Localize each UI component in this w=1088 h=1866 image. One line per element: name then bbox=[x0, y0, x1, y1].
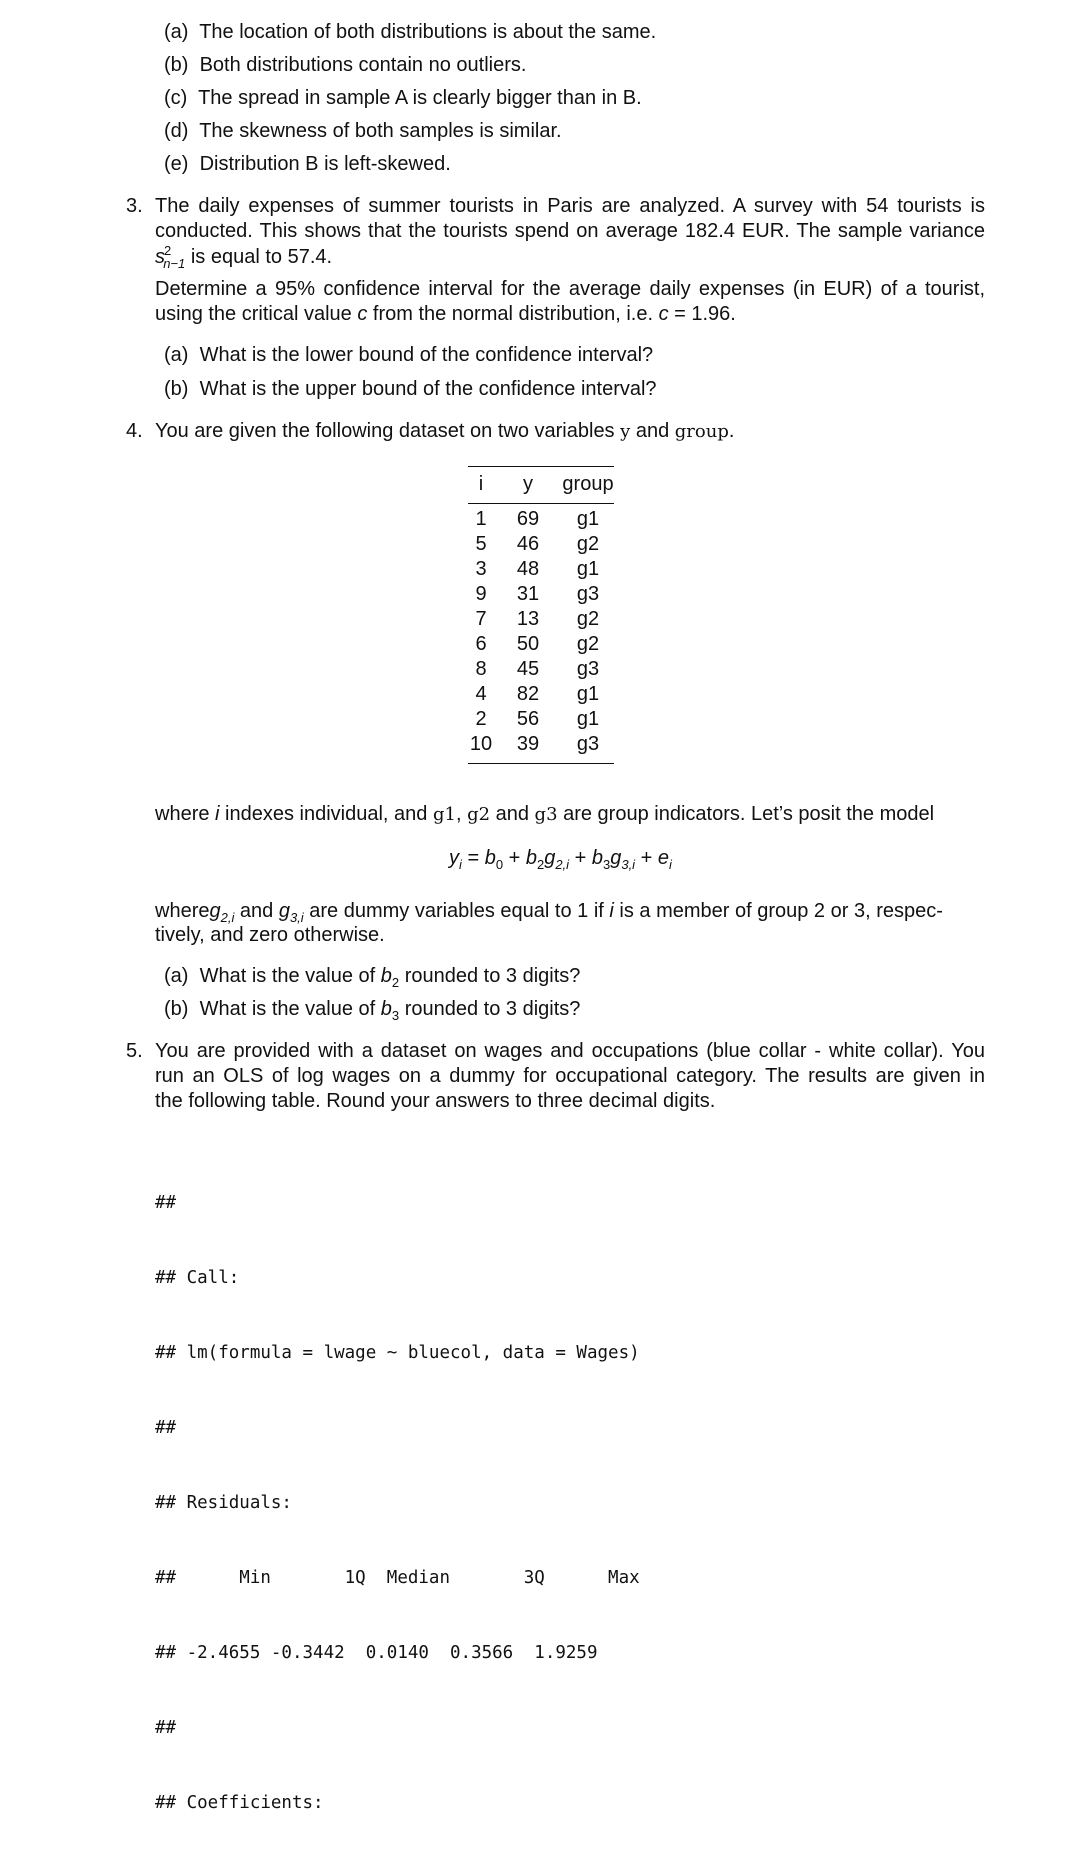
q4-number: 4. bbox=[126, 420, 143, 442]
q4-intro: You are given the following dataset on two variables y and group. bbox=[155, 420, 735, 442]
q4-option-b: (b) What is the value of $b_3$ rounded to 3 digits? bbox=[164, 998, 581, 1023]
option-text: The spread in sample A is clearly bigger than in B. bbox=[198, 87, 642, 109]
code-line: ## -2.4655 -0.3442 0.0140 0.3566 1.9259 bbox=[155, 1643, 598, 1663]
code-line: ## lm(formula = lwage ~ bluecol, data = Wages) bbox=[155, 1343, 640, 1363]
code-line: ## bbox=[155, 1418, 177, 1438]
q4-dummy-line-1: whereg$_{2,i}$ and $g_{3,i}$ are dummy variables equal to 1 if i is a member of group 2 or 3, respec- bbox=[155, 900, 943, 925]
sample-variance-symbol: $s^2_{n-1}$ bbox=[155, 243, 186, 271]
table-row: 8 45 g3 bbox=[475, 658, 600, 680]
column-header-y: y bbox=[523, 473, 533, 495]
table-row: 9 31 g3 bbox=[475, 583, 600, 605]
q5-line-1: You are provided with a dataset on wages and occupations (blue collar - white collar). You bbox=[155, 1040, 985, 1062]
q3-option-b: (b) What is the upper bound of the confidence interval? bbox=[164, 378, 657, 400]
option-letter: (a) bbox=[164, 21, 189, 43]
option-letter: (b) bbox=[164, 54, 189, 76]
option-letter: (e) bbox=[164, 153, 189, 175]
table-header-row bbox=[468, 467, 614, 504]
option-letter: (c) bbox=[164, 87, 188, 109]
code-line: ## bbox=[155, 1193, 177, 1213]
table-row: 4 82 g1 bbox=[475, 683, 600, 705]
q2-option-c bbox=[164, 86, 642, 110]
option-text: The location of both distributions is about the same. bbox=[199, 21, 657, 43]
dataset-table bbox=[468, 466, 614, 764]
option-text: Distribution B is left-skewed. bbox=[199, 153, 451, 175]
option-text: Both distributions contain no outliers. bbox=[199, 54, 527, 76]
r-output-block bbox=[155, 1141, 640, 1866]
q2-option-e bbox=[164, 152, 451, 176]
option-text: The skewness of both samples is similar. bbox=[199, 120, 562, 142]
q5-line-2: run an OLS of log wages on a dummy for occupational category. The results are given in bbox=[155, 1065, 985, 1087]
column-header-i: i bbox=[478, 473, 484, 495]
q2-option-d bbox=[164, 119, 562, 143]
table-row: 6 50 g2 bbox=[475, 633, 600, 655]
table-row: 3 48 g1 bbox=[475, 558, 600, 580]
q3-line-3: $s^2_{n-1}$ is equal to 57.4. bbox=[155, 243, 333, 271]
model-equation: $y_i = b_0 + b_2g_{2,i} + b_3g_{3,i} + e_i$ bbox=[449, 847, 672, 872]
q3-number: 3. bbox=[126, 195, 143, 217]
code-line: ## Min 1Q Median 3Q Max bbox=[155, 1568, 640, 1588]
q3-option-a: (a) What is the lower bound of the confidence interval? bbox=[164, 344, 654, 366]
code-line: ## bbox=[155, 1718, 177, 1738]
q3-line-1: The daily expenses of summer tourists in Paris are analyzed. A survey with 54 tourists is bbox=[155, 195, 985, 217]
q5-number: 5. bbox=[126, 1040, 143, 1062]
table-row: 2 56 g1 bbox=[475, 708, 600, 730]
table-row: 10 39 g3 bbox=[469, 733, 600, 755]
q4-option-a: (a) What is the value of $b_2$ rounded to 3 digits? bbox=[164, 965, 581, 990]
code-line: ## Residuals: bbox=[155, 1493, 292, 1513]
q3-line-4: Determine a 95% confidence interval for the average daily expenses (in EUR) of a tourist, bbox=[155, 278, 985, 300]
q3-line-2: conducted. This shows that the tourists spend on average 182.4 EUR. The sample variance bbox=[155, 220, 985, 242]
table-row: 5 46 g2 bbox=[475, 533, 600, 555]
q4-dummy-line-2: tively, and zero otherwise. bbox=[155, 924, 385, 946]
column-header-group: group bbox=[562, 473, 614, 495]
q2-option-a bbox=[164, 20, 656, 44]
q4-where-line: where i indexes individual, and g1, g2 and g3 are group indicators. Let’s posit the model bbox=[155, 803, 935, 825]
table-row: 7 13 g2 bbox=[475, 608, 600, 630]
code-line: ## Call: bbox=[155, 1268, 240, 1288]
q2-option-b bbox=[164, 53, 526, 77]
q3-line-5: using the critical value c from the normal distribution, i.e. c = 1.96. bbox=[155, 303, 736, 325]
q5-line-3: the following table. Round your answers to three decimal digits. bbox=[155, 1090, 716, 1112]
code-line: ## Coefficients: bbox=[155, 1793, 324, 1813]
option-letter: (d) bbox=[164, 120, 189, 142]
table-row: 1 69 g1 bbox=[475, 508, 600, 530]
